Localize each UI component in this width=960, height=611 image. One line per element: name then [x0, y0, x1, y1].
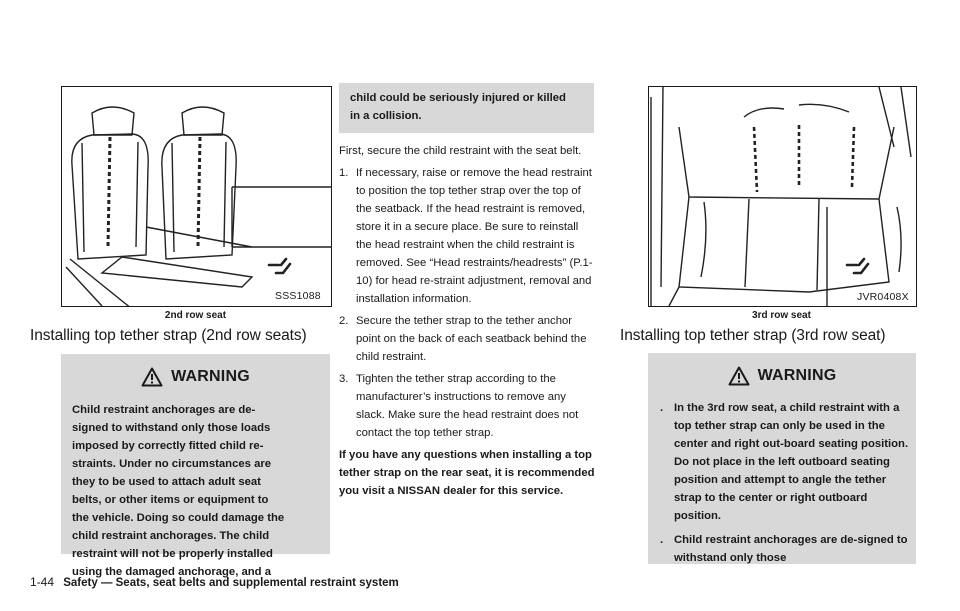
instructions — [339, 142, 595, 504]
figure-caption: 3rd row seat — [752, 310, 811, 321]
warning-box-3rd-row — [648, 353, 916, 564]
step-text: Secure the tether strap to the tether anchor point on the back of each seatback behind the child restraint. — [356, 315, 587, 363]
figure-2nd-row-seat — [61, 86, 332, 307]
step-1 — [339, 164, 595, 308]
section-heading-3rd-row: Installing top tether strap (3rd row seat) — [620, 327, 886, 344]
figure-code: SSS1088 — [275, 290, 321, 302]
warning-box-2nd-row — [61, 354, 330, 578]
bullet-icon: . — [660, 534, 664, 546]
page-footer — [30, 575, 399, 589]
warning-triangle-icon — [141, 367, 163, 387]
brand-mark-icon — [847, 259, 868, 273]
warning-title: WARNING — [757, 367, 837, 384]
warning-text-continued: child could be seriously injured or killed in a collision. — [350, 92, 566, 122]
step-3 — [339, 370, 595, 442]
step-2 — [339, 312, 595, 366]
warning-bullet-text: In the 3rd row seat, a child restraint with a top tether strap can only be used in the center and right out-board seating position. Do not place in the left outboard seating position and attempt to angle the tether strap to the center or right outboard position. — [674, 402, 909, 522]
step-text: Tighten the tether strap according to the manufacturer’s instructions to remove any slack. Make sure the head restraint does not contact the top tether strap. — [356, 373, 579, 439]
warning-bullet-text: Child restraint anchorages are de-signed to withstand only those — [674, 534, 908, 564]
figure-3rd-row-seat — [648, 86, 917, 307]
figure-code: JVR0408X — [857, 291, 909, 303]
section-heading-2nd-row: Installing top tether strap (2nd row seats) — [30, 327, 307, 344]
intro-text: First, secure the child restraint with the seat belt. — [339, 145, 582, 157]
step-number: 2. — [339, 315, 349, 327]
step-number: 3. — [339, 373, 349, 385]
page-number: 1-44 — [30, 575, 55, 589]
brand-mark-icon — [269, 259, 290, 273]
figure-caption: 2nd row seat — [164, 310, 227, 321]
seat-illustration-3rd-row — [649, 87, 916, 306]
warning-bullet — [656, 399, 910, 525]
step-number: 1. — [339, 167, 349, 179]
warning-triangle-icon — [728, 366, 750, 386]
seat-illustration-2nd-row — [62, 87, 331, 306]
warning-box-continued — [339, 83, 594, 133]
bullet-icon: . — [660, 402, 664, 414]
warning-title: WARNING — [171, 368, 250, 385]
warning-text: Child restraint anchorages are de- signed to withstand only those loads imposed by correctly fitted child re- straints. Under no circumstances are they to be used to attach adult seat belts, or other items or equipment to the vehicle. Doing so could damage the child restraint anchorages. The child restraint will not be properly installed using the damaged anchorage, and a — [72, 404, 285, 578]
section-title: Safety — Seats, seat belts and supplemental restraint system — [63, 577, 399, 589]
dealer-note: If you have any questions when installing a top tether strap on the rear seat, it is recommended you visit a NISSAN dealer for this service. — [339, 449, 595, 497]
warning-bullet — [656, 531, 910, 567]
step-text: If necessary, raise or remove the head restraint to position the top tether strap over the top of the seatback. If the head restraint is removed, store it in a secure place. Be sure to reinstall the head restraint when the child restraint is removed. See “Head restraints/headrests” (P.1-10) for head re-straint adjustment, removal and installation information. — [356, 167, 593, 305]
